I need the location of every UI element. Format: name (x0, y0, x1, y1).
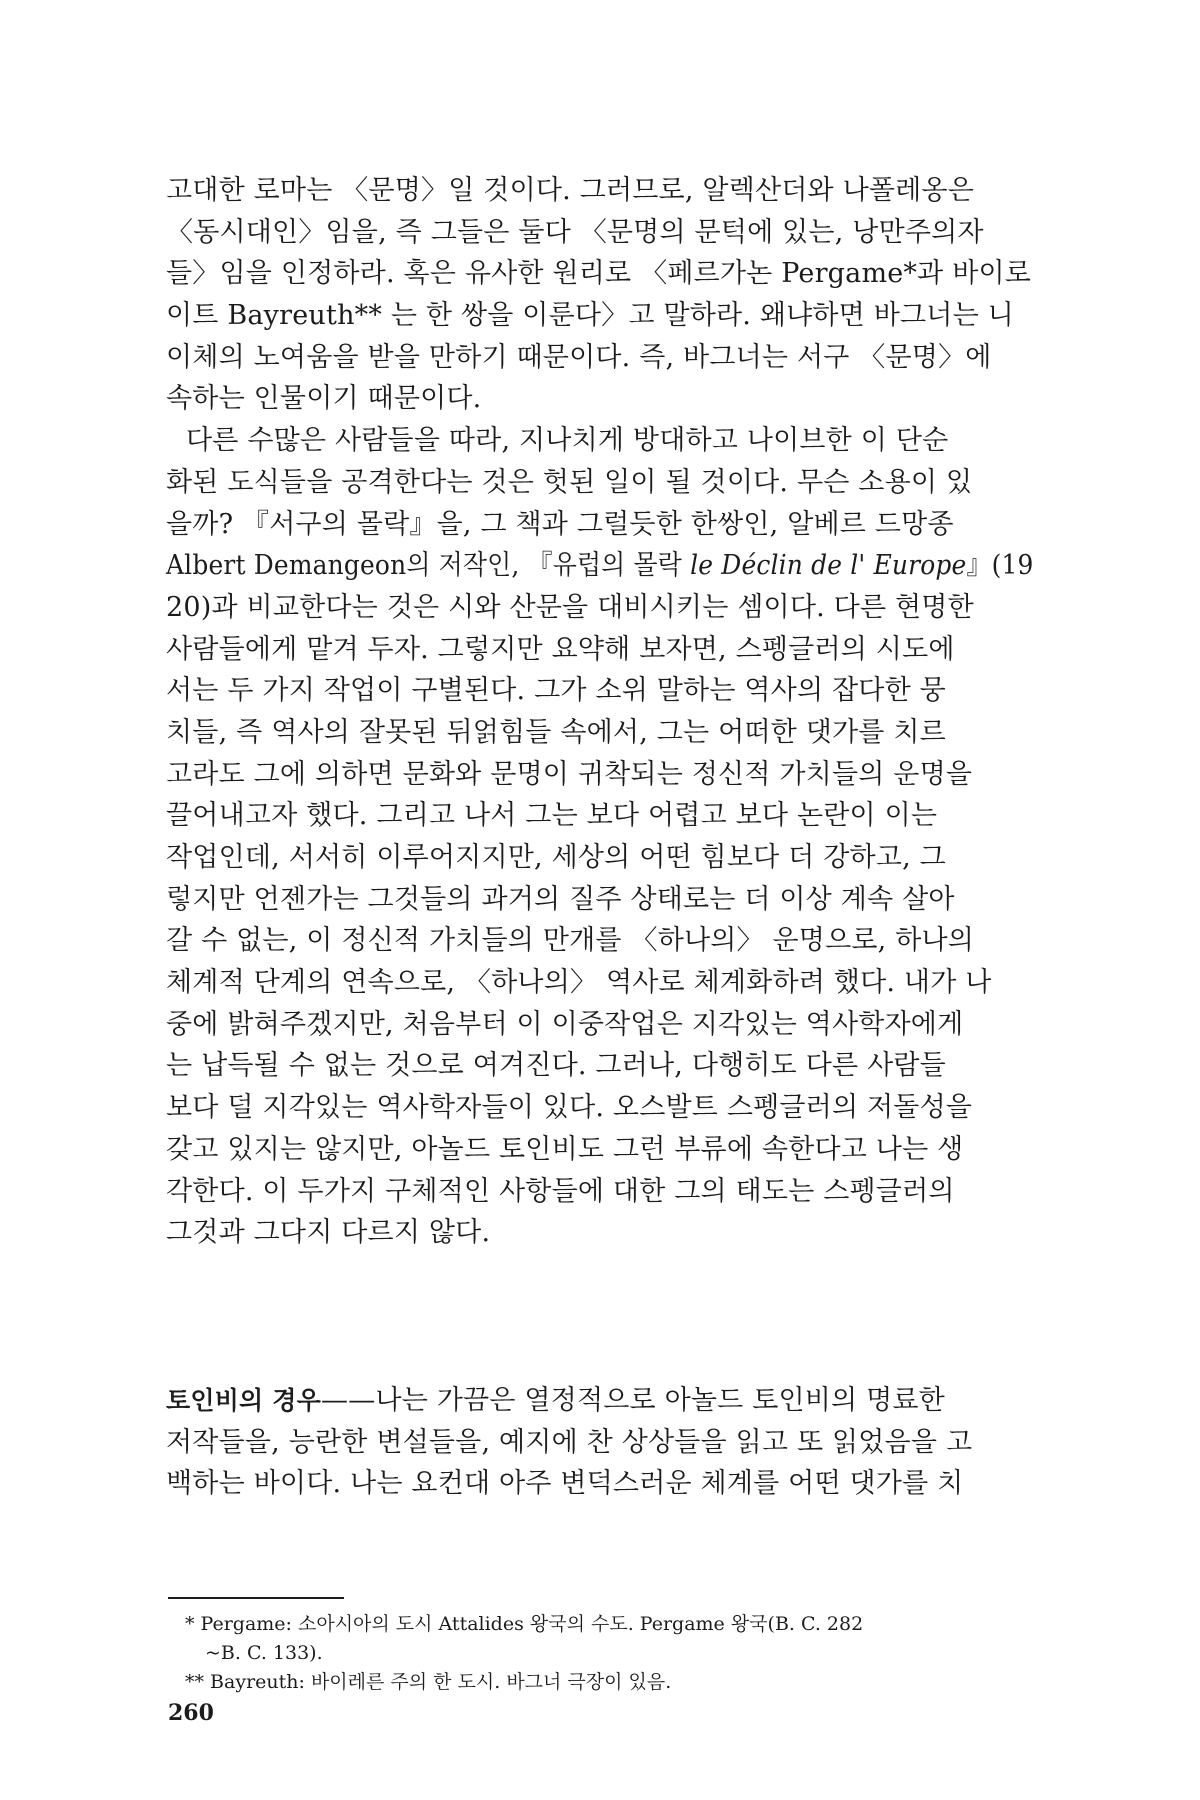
page-number: 260 (168, 1700, 214, 1726)
text-line: 갈 수 없는, 이 정신적 가치들의 만개를 〈하나의〉 운명으로, 하나의 (166, 925, 975, 957)
text-line: 고대한 로마는 〈문명〉일 것이다. 그러므로, 알렉산더와 나폴레옹은 (166, 175, 974, 206)
text-line: 이트 Bayreuth** 는 한 쌍을 이룬다〉고 말하라. 왜냐하면 바그너는 니 (166, 300, 1014, 332)
text-line: 보다 덜 지각있는 역사학자들이 있다. 오스발트 스펭글러의 저돌성을 (166, 1092, 973, 1124)
text-line (166, 545, 1034, 587)
text-line: 다른 수많은 사람들을 따라, 지나치게 방대하고 나이브한 이 단순 (186, 425, 949, 457)
text-fragment: ——나는 가끔은 열정적으로 아놀드 토인비의 명료한 (321, 1385, 945, 1416)
text-fragment: 』(19 (966, 550, 1034, 582)
text-line: 속하는 인물이기 때문이다. (166, 383, 482, 415)
text-line: 을까? 『서구의 몰락』을, 그 책과 그럴듯한 한쌍인, 알베르 드망종 (166, 508, 954, 540)
text-line: 중에 밝혀주겠지만, 처음부터 이 이중작업은 지각있는 역사학자에게 (166, 1008, 964, 1040)
text-line: 각한다. 이 두가지 구체적인 사항들에 대한 그의 태도는 스펭글러의 (166, 1175, 955, 1207)
text-line: 치들, 즉 역사의 잘못된 뒤얽힘들 속에서, 그는 어떠한 댓가를 치르 (166, 716, 946, 748)
text-line: 작업인데, 서서히 이루어지지만, 세상의 어떤 힘보다 더 강하고, 그 (166, 842, 946, 873)
text-line: 갖고 있지는 않지만, 아놀드 토인비도 그런 부류에 속한다고 나는 생 (166, 1133, 964, 1165)
text-line: 〈동시대인〉임을, 즉 그들은 둘다 〈문명의 문턱에 있는, 낭만주의자 (166, 216, 984, 248)
text-line: 는 납득될 수 없는 것으로 여겨진다. 그러나, 다행히도 다른 사람들 (166, 1050, 946, 1082)
section-heading: 토인비의 경우 (166, 1386, 322, 1415)
text-line: 화된 도식들을 공격한다는 것은 헛된 일이 될 것이다. 무슨 소용이 있 (166, 466, 973, 498)
text-line: 서는 두 가지 작업이 구별된다. 그가 소위 말하는 역사의 잡다한 뭉 (166, 675, 946, 707)
text-line: 체계적 단계의 연속으로, 〈하나의〉 역사로 체계화하려 했다. 내가 나 (166, 967, 992, 999)
footnote-line: ** Bayreuth: 바이레른 주의 한 도시. 바그너 극장이 있음. (185, 1671, 672, 1693)
footnote-line: ~B. C. 133). (205, 1642, 323, 1664)
text-line (166, 1380, 1034, 1422)
footnotes (185, 1610, 1035, 1697)
text-line: 그것과 그다지 다르지 않다. (166, 1217, 491, 1249)
text-line: 끌어내고자 했다. 그리고 나서 그는 보다 어렵고 보다 논란이 이는 (166, 800, 938, 832)
text-line: 저작들을, 능란한 변설들을, 예지에 찬 상상들을 읽고 또 읽었음을 고 (166, 1426, 973, 1458)
footnote-divider (168, 1597, 344, 1599)
footnote-line: * Pergame: 소아시아의 도시 Attalides 왕국의 수도. Pergame 왕국(B. C. 282 (185, 1613, 864, 1635)
italic-title: le Déclin de l' Europe (690, 550, 967, 582)
body-text (166, 170, 1034, 1254)
section-text (166, 1380, 1034, 1505)
text-line: 20)과 비교한다는 것은 시와 산문을 대비시키는 셈이다. 다른 현명한 (166, 591, 974, 623)
text-line: 백하는 바이다. 나는 요컨대 아주 변덕스러운 체계를 어떤 댓가를 치 (166, 1468, 964, 1500)
text-line: 이체의 노여움을 받을 만하기 때문이다. 즉, 바그너는 서구 〈문명〉에 (166, 341, 992, 373)
text-line: 고라도 그에 의하면 문화와 문명이 귀착되는 정신적 가치들의 운명을 (166, 758, 973, 790)
text-fragment: Albert Demangeon의 저작인, 『유럽의 몰락 (166, 550, 691, 582)
text-line: 들〉임을 인정하라. 혹은 유사한 원리로 〈페르가논 Pergame*과 바이로 (166, 258, 1032, 290)
text-line: 사람들에게 맡겨 두자. 그렇지만 요약해 보자면, 스펭글러의 시도에 (166, 633, 955, 665)
text-line: 렇지만 언젠가는 그것들의 과거의 질주 상태로는 더 이상 계속 살아 (166, 883, 955, 915)
